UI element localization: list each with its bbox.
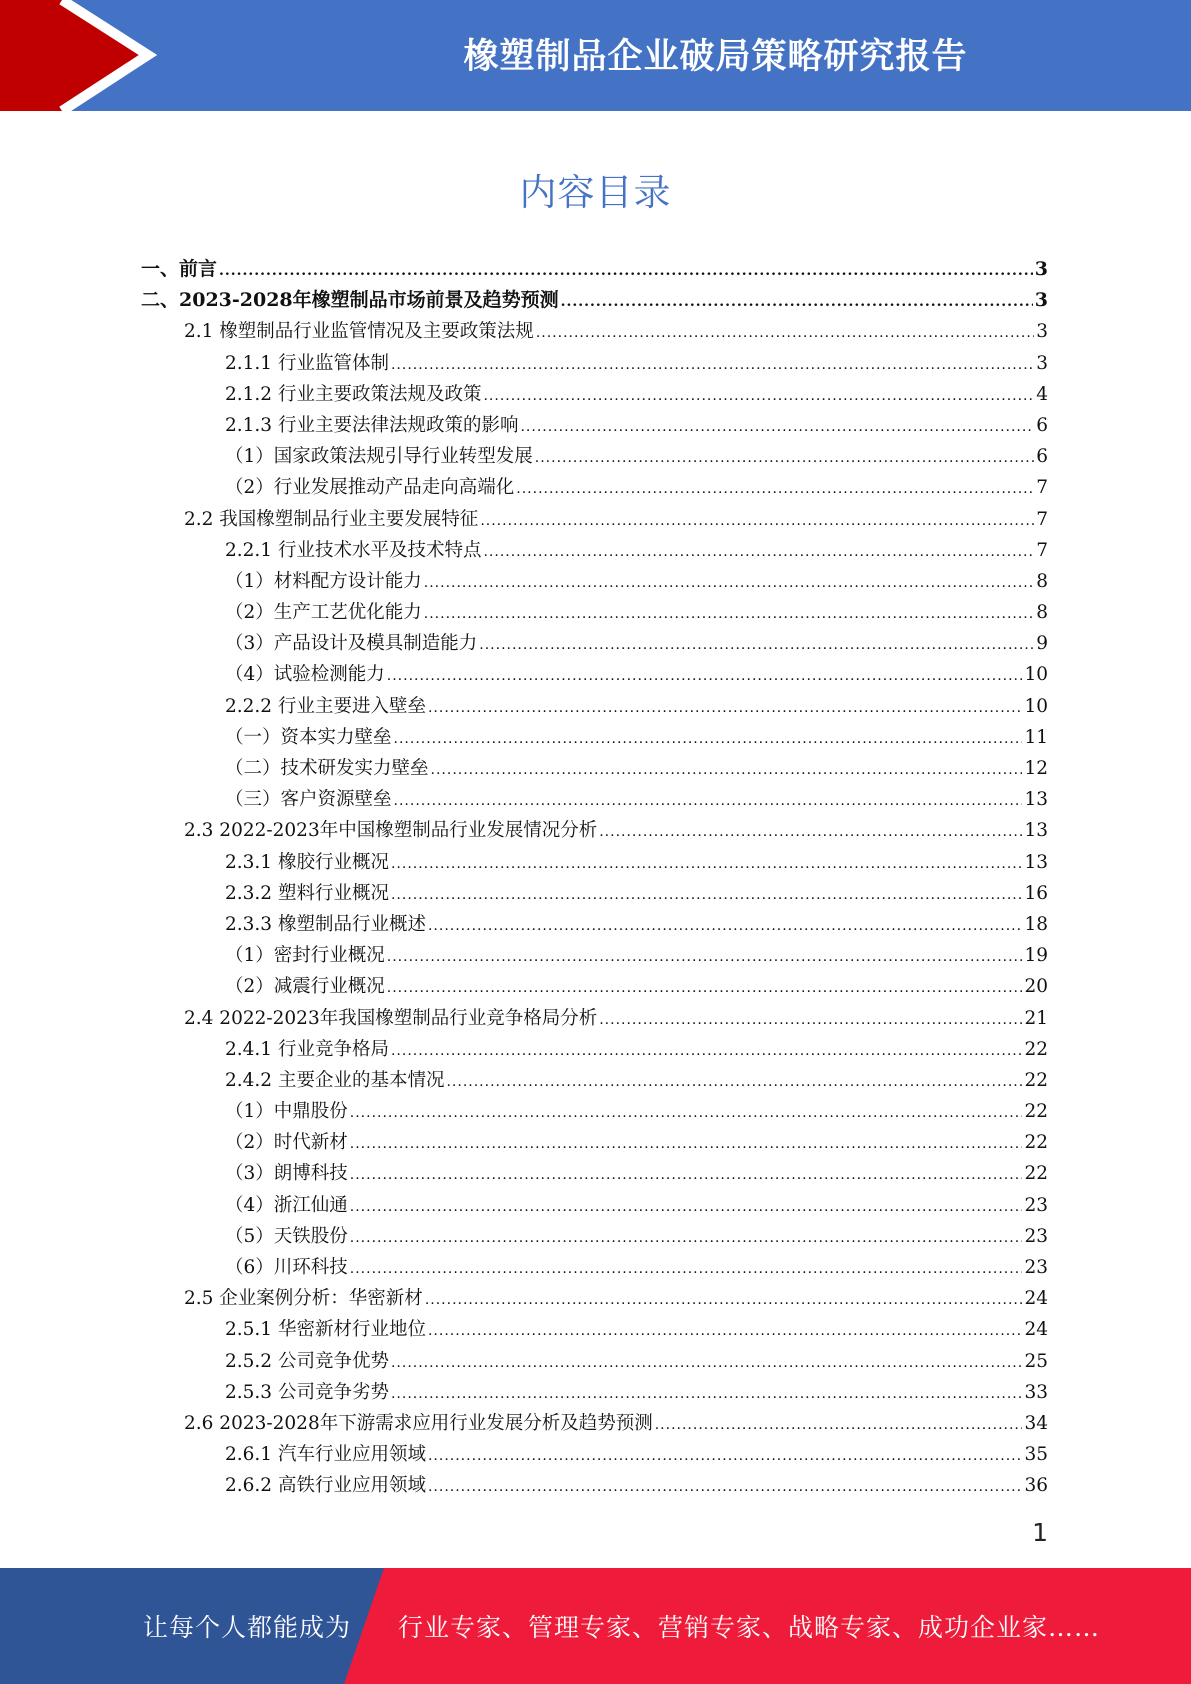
toc-dot-leader (428, 1316, 1022, 1347)
toc-dot-leader (391, 1348, 1022, 1379)
toc-entry[interactable] (141, 940, 1048, 971)
toc-entry[interactable] (141, 441, 1048, 472)
toc-entry-page: 25 (1024, 1350, 1048, 1372)
toc-entry-label: 2.1 橡塑制品行业监管情况及主要政策法规 (184, 321, 534, 343)
toc-entry-page: 13 (1024, 851, 1048, 873)
toc-entry[interactable] (141, 1190, 1048, 1221)
toc-entry-label: 2.6.2 高铁行业应用领域 (225, 1475, 426, 1497)
toc-dot-leader (428, 1472, 1022, 1503)
toc-entry[interactable] (141, 1408, 1048, 1439)
toc-entry[interactable] (141, 379, 1048, 410)
toc-entry-page: 3 (1034, 289, 1048, 312)
toc-entry-page: 16 (1024, 882, 1048, 904)
footer-slogan-left: 让每个人都能成为 (143, 1613, 352, 1642)
toc-entry-page: 19 (1024, 945, 1048, 967)
toc-entry-page: 22 (1024, 1038, 1048, 1060)
toc-entry-label: （1）材料配方设计能力 (225, 570, 422, 592)
toc-entry-page: 24 (1024, 1288, 1048, 1310)
toc-entry[interactable] (141, 410, 1048, 441)
toc-dot-leader (350, 1192, 1023, 1223)
toc-dot-leader (350, 1160, 1023, 1191)
toc-entry-page: 23 (1024, 1225, 1048, 1247)
toc-dot-leader (391, 880, 1022, 911)
toc-entry-label: 2.3 2022-2023年中国橡塑制品行业发展情况分析 (184, 820, 598, 842)
toc-entry-page: 18 (1024, 913, 1048, 935)
toc-entry[interactable] (141, 691, 1048, 722)
toc-entry-label: （5）天铁股份 (225, 1225, 348, 1247)
toc-entry[interactable] (141, 535, 1048, 566)
toc-entry-page: 4 (1036, 383, 1048, 405)
toc-dot-leader (394, 724, 1023, 755)
toc-entry-page: 3 (1036, 321, 1048, 343)
toc-dot-leader (350, 1223, 1023, 1254)
toc-entry-label: （2）生产工艺优化能力 (225, 602, 422, 624)
toc-entry-label: 2.1.1 行业监管体制 (225, 352, 389, 374)
toc-dot-leader (428, 693, 1022, 724)
toc-entry-page: 36 (1024, 1475, 1048, 1497)
toc-entry-label: 2.5.3 公司竞争劣势 (225, 1381, 389, 1403)
toc-dot-leader (483, 381, 1034, 412)
toc-entry-page: 35 (1024, 1444, 1048, 1466)
toc-dot-leader (350, 1254, 1023, 1285)
toc-dot-leader (391, 849, 1022, 880)
toc-dot-leader (428, 1441, 1022, 1472)
toc-heading: 内容目录 (519, 171, 672, 214)
toc-entry[interactable] (141, 1377, 1048, 1408)
toc-entry-page: 6 (1036, 414, 1048, 436)
toc-entry-page: 22 (1024, 1132, 1048, 1154)
toc-entry[interactable] (141, 753, 1048, 784)
toc-entry-page: 9 (1036, 633, 1048, 655)
toc-entry-page: 23 (1024, 1194, 1048, 1216)
toc-entry-label: 2.2 我国橡塑制品行业主要发展特征 (184, 508, 479, 530)
toc-entry[interactable] (141, 504, 1048, 535)
footer-slogan-right: 行业专家、管理专家、营销专家、战略专家、成功企业家…… (398, 1613, 1101, 1642)
toc-entry-label: 2.4.1 行业竞争格局 (225, 1038, 389, 1060)
toc-entry-page: 8 (1036, 602, 1048, 624)
toc-entry[interactable] (141, 348, 1048, 379)
toc-dot-leader (599, 1005, 1022, 1036)
toc-entry[interactable] (141, 1283, 1048, 1314)
toc-entry-label: 2.3.3 橡塑制品行业概述 (225, 913, 426, 935)
toc-entry[interactable] (141, 566, 1048, 597)
toc-entry[interactable] (141, 1439, 1048, 1470)
toc-dot-leader (520, 412, 1034, 443)
toc-entry[interactable] (141, 909, 1048, 940)
toc-entry[interactable] (141, 847, 1048, 878)
toc-dot-leader (516, 474, 1034, 505)
toc-entry-page: 24 (1024, 1319, 1048, 1341)
toc-entry-label: 2.1.2 行业主要政策法规及政策 (225, 383, 482, 405)
toc-dot-leader (425, 1285, 1023, 1316)
toc-entry[interactable] (141, 722, 1048, 753)
toc-dot-leader (387, 942, 1023, 973)
toc-entry[interactable] (141, 878, 1048, 909)
toc-entry[interactable] (141, 472, 1048, 503)
toc-dot-leader (483, 537, 1034, 568)
toc-entry-page: 20 (1024, 976, 1048, 998)
toc-entry-page: 21 (1024, 1007, 1048, 1029)
toc-dot-leader (394, 786, 1023, 817)
toc-entry-label: 2.5.2 公司竞争优势 (225, 1350, 389, 1372)
toc-entry-page: 10 (1024, 695, 1048, 717)
toc-entry[interactable] (141, 254, 1048, 285)
toc-entry-label: 2.6.1 汽车行业应用领域 (225, 1444, 426, 1466)
toc-entry-label: 2.5 企业案例分析：华密新材 (184, 1288, 423, 1310)
toc-entry[interactable] (141, 1158, 1048, 1189)
toc-entry-label: 2.2.2 行业主要进入壁垒 (225, 695, 426, 717)
toc-entry-label: （2）行业发展推动产品走向高端化 (225, 477, 515, 499)
toc-entry-label: （3）朗博科技 (225, 1163, 348, 1185)
toc-dot-leader (480, 506, 1034, 537)
toc-entry[interactable] (141, 1096, 1048, 1127)
toc-entry-page: 13 (1024, 789, 1048, 811)
toc-entry-page: 22 (1024, 1069, 1048, 1091)
toc-entry[interactable] (141, 316, 1048, 347)
toc-entry-label: （6）川环科技 (225, 1257, 348, 1278)
toc-entry-page: 7 (1036, 508, 1048, 530)
toc-entry-label: 2.1.3 行业主要法律法规政策的影响 (225, 414, 519, 436)
toc-entry[interactable] (141, 1221, 1048, 1252)
toc-entry-label: 2.4.2 主要企业的基本情况 (225, 1069, 445, 1091)
toc-dot-leader (535, 443, 1034, 474)
toc-entry[interactable] (141, 659, 1048, 690)
toc-entry-label: （三）客户资源壁垒 (225, 789, 392, 811)
toc-entry-label: 2.5.1 华密新材行业地位 (225, 1319, 426, 1341)
toc-dot-leader (219, 256, 1033, 287)
toc-entry[interactable] (141, 1127, 1048, 1158)
toc-entry-page: 7 (1036, 539, 1048, 561)
toc-entry[interactable] (141, 815, 1048, 846)
toc-entry-page: 22 (1024, 1101, 1048, 1123)
toc-entry[interactable] (141, 1252, 1048, 1283)
report-footer (0, 1568, 1191, 1684)
toc-entry-label: 2.4 2022-2023年我国橡塑制品行业竞争格局分析 (184, 1007, 598, 1029)
toc-dot-leader (599, 817, 1022, 848)
toc-entry-page: 23 (1024, 1257, 1048, 1278)
toc-entry-page: 13 (1024, 820, 1048, 842)
toc-entry[interactable] (141, 784, 1048, 815)
toc-entry-label: 一、前言 (141, 258, 218, 280)
toc-entry-label: （2）时代新材 (225, 1132, 348, 1154)
toc-entry-label: 2.3.1 橡胶行业概况 (225, 851, 389, 873)
toc-entry-label: （一）资本实力壁垒 (225, 726, 392, 748)
toc-entry-label: （4）浙江仙通 (225, 1194, 348, 1216)
toc-entry[interactable] (141, 1314, 1048, 1345)
toc-dot-leader (536, 318, 1034, 349)
toc-entry-label: 2.2.1 行业技术水平及技术特点 (225, 539, 482, 561)
toc-entry-page: 12 (1024, 758, 1048, 779)
toc-entry-label: （4）试验检测能力 (225, 664, 385, 686)
toc-entry-label: （1）密封行业概况 (225, 945, 385, 967)
toc-entry[interactable] (141, 1346, 1048, 1377)
toc-entry-label: 2.6 2023-2028年下游需求应用行业发展分析及趋势预测 (184, 1412, 653, 1434)
toc-dot-leader (655, 1410, 1023, 1441)
toc-entry-page: 3 (1036, 352, 1048, 374)
page-number: 1 (1032, 1518, 1048, 1547)
toc-entry[interactable] (141, 1065, 1048, 1096)
header-red-arrow (0, 0, 148, 111)
toc-entry[interactable] (141, 1034, 1048, 1065)
toc-entry-page: 11 (1024, 726, 1048, 748)
toc-entry-page: 8 (1036, 570, 1048, 592)
toc-entry[interactable] (141, 971, 1048, 1002)
toc-entry-page: 22 (1024, 1163, 1048, 1185)
toc-entry-page: 6 (1036, 446, 1048, 468)
toc-entry[interactable] (141, 628, 1048, 659)
toc-dot-leader (431, 755, 1023, 786)
toc-entry[interactable] (141, 597, 1048, 628)
toc-dot-leader (428, 911, 1022, 942)
toc-entry-label: （3）产品设计及模具制造能力 (225, 633, 478, 655)
toc-dot-leader (424, 599, 1034, 630)
toc-entry[interactable] (141, 285, 1048, 316)
toc-entry-label: 2.3.2 塑料行业概况 (225, 882, 389, 904)
toc-dot-leader (391, 350, 1034, 381)
toc-entry-label: （1）国家政策法规引导行业转型发展 (225, 446, 533, 468)
report-title: 橡塑制品企业破局策略研究报告 (463, 37, 968, 77)
toc-dot-leader (561, 287, 1033, 318)
toc-entry-page: 33 (1024, 1381, 1048, 1403)
toc-dot-leader (391, 1379, 1022, 1410)
toc-dot-leader (479, 630, 1034, 661)
table-of-contents (141, 254, 1048, 1502)
toc-entry-label: （2）减震行业概况 (225, 976, 385, 998)
toc-entry[interactable] (141, 1003, 1048, 1034)
toc-entry-page: 3 (1034, 258, 1048, 280)
toc-dot-leader (350, 1129, 1023, 1160)
toc-dot-leader (391, 1036, 1022, 1067)
toc-dot-leader (350, 1098, 1023, 1129)
toc-entry-page: 7 (1036, 477, 1048, 499)
toc-entry[interactable] (141, 1470, 1048, 1501)
toc-entry-page: 34 (1024, 1412, 1048, 1434)
toc-entry-label: （1）中鼎股份 (225, 1101, 348, 1123)
toc-entry-page: 10 (1024, 664, 1048, 686)
report-header (0, 0, 1191, 111)
toc-dot-leader (424, 568, 1034, 599)
toc-dot-leader (387, 661, 1023, 692)
toc-dot-leader (446, 1067, 1022, 1098)
toc-dot-leader (387, 973, 1023, 1004)
toc-entry-label: 二、2023-2028年橡塑制品市场前景及趋势预测 (141, 289, 559, 312)
toc-entry-label: （二）技术研发实力壁垒 (225, 758, 429, 779)
